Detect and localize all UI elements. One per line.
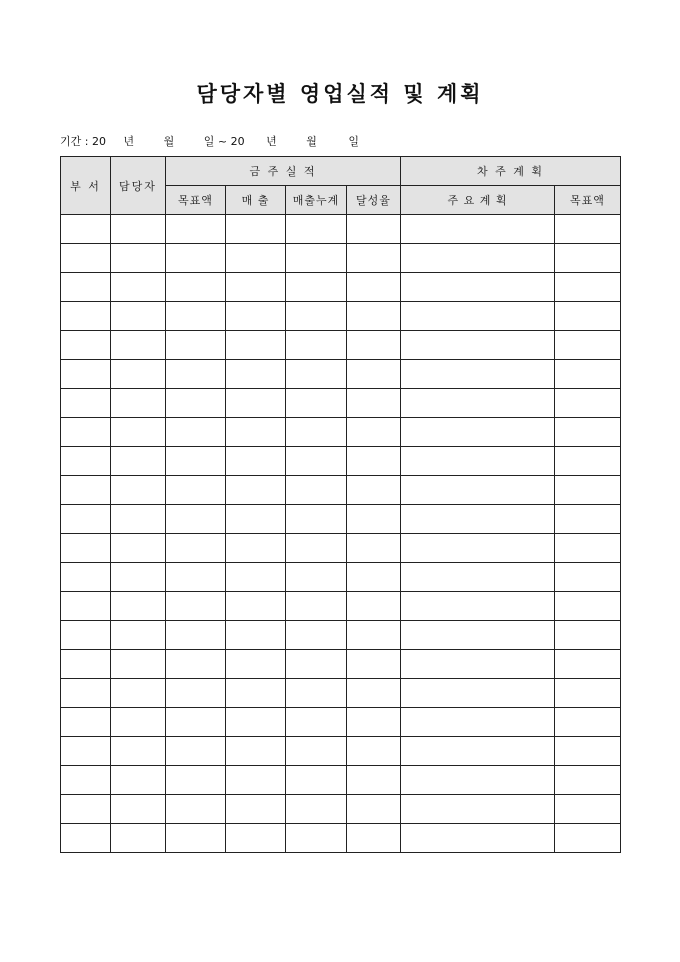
table-cell[interactable] [555,534,621,563]
table-cell[interactable] [347,534,401,563]
header-sales-cumulative: 매출누계 [286,186,347,215]
table-cell[interactable] [401,592,555,621]
table-cell[interactable] [555,679,621,708]
header-achievement-rate: 달성율 [347,186,401,215]
table-cell[interactable] [286,215,347,244]
table-cell[interactable] [286,476,347,505]
table-cell[interactable] [61,302,111,331]
table-row [61,708,621,737]
table-cell[interactable] [555,505,621,534]
table-cell[interactable] [347,447,401,476]
table-cell[interactable] [347,331,401,360]
table-cell[interactable] [61,331,111,360]
table-cell[interactable] [111,766,166,795]
table-cell[interactable] [555,389,621,418]
table-cell[interactable] [226,679,286,708]
table-cell[interactable] [111,795,166,824]
table-cell[interactable] [226,592,286,621]
table-cell[interactable] [226,389,286,418]
table-cell[interactable] [166,331,226,360]
table-cell[interactable] [226,360,286,389]
table-cell[interactable] [347,650,401,679]
table-cell[interactable] [111,215,166,244]
sales-performance-table [60,156,621,853]
table-cell[interactable] [226,331,286,360]
table-cell[interactable] [286,418,347,447]
period-day-start: 일 ~ 20 [203,135,245,148]
table-row [61,273,621,302]
table-cell[interactable] [347,244,401,273]
table-cell[interactable] [226,215,286,244]
table-cell[interactable] [111,563,166,592]
table-cell[interactable] [347,563,401,592]
table-cell[interactable] [286,302,347,331]
table-cell[interactable] [401,679,555,708]
table-cell[interactable] [555,418,621,447]
period-year-end: 년 [266,135,277,148]
table-cell[interactable] [166,737,226,766]
table-cell[interactable] [166,389,226,418]
table-cell[interactable] [555,563,621,592]
table-cell[interactable] [166,476,226,505]
table-row [61,563,621,592]
table-row [61,824,621,853]
table-cell[interactable] [111,447,166,476]
table-cell[interactable] [347,302,401,331]
table-row [61,418,621,447]
table-cell[interactable] [111,679,166,708]
table-cell[interactable] [401,766,555,795]
table-cell[interactable] [347,737,401,766]
table-cell[interactable] [166,215,226,244]
period-label: 기간 : 20 [60,135,106,148]
table-cell[interactable] [401,505,555,534]
table-cell[interactable] [286,244,347,273]
table-cell[interactable] [61,824,111,853]
table-cell[interactable] [401,331,555,360]
table-cell[interactable] [347,766,401,795]
table-cell[interactable] [286,592,347,621]
table-cell[interactable] [166,563,226,592]
table-cell[interactable] [347,273,401,302]
table-cell[interactable] [61,447,111,476]
table-cell[interactable] [347,418,401,447]
table-cell[interactable] [111,418,166,447]
table-cell[interactable] [61,215,111,244]
table-cell[interactable] [226,563,286,592]
table-cell[interactable] [61,273,111,302]
table-cell[interactable] [347,360,401,389]
table-cell[interactable] [166,505,226,534]
table-cell[interactable] [555,766,621,795]
table-cell[interactable] [347,215,401,244]
table-row [61,679,621,708]
table-cell[interactable] [347,708,401,737]
table-cell[interactable] [166,302,226,331]
table-cell[interactable] [555,592,621,621]
period-line [60,133,359,149]
table-cell[interactable] [111,476,166,505]
table-cell[interactable] [401,360,555,389]
table-cell[interactable] [286,708,347,737]
table-cell[interactable] [555,360,621,389]
table-cell[interactable] [401,389,555,418]
table-row [61,331,621,360]
table-row [61,360,621,389]
table-cell[interactable] [286,766,347,795]
table-cell[interactable] [286,650,347,679]
table-cell[interactable] [401,737,555,766]
table-cell[interactable] [166,621,226,650]
table-row [61,389,621,418]
header-sales: 매 출 [226,186,286,215]
table-cell[interactable] [61,766,111,795]
table-cell[interactable] [166,592,226,621]
table-cell[interactable] [555,476,621,505]
table-cell[interactable] [61,592,111,621]
table-cell[interactable] [286,824,347,853]
table-cell[interactable] [111,389,166,418]
table-cell[interactable] [61,360,111,389]
table-row [61,505,621,534]
table-cell[interactable] [286,621,347,650]
table-cell[interactable] [401,534,555,563]
table-cell[interactable] [111,592,166,621]
table-cell[interactable] [401,824,555,853]
table-cell[interactable] [347,389,401,418]
table-cell[interactable] [166,824,226,853]
table-row [61,766,621,795]
table-row [61,592,621,621]
table-cell[interactable] [401,244,555,273]
table-cell[interactable] [166,795,226,824]
table-row [61,476,621,505]
table-cell[interactable] [347,592,401,621]
header-next-target: 목표액 [555,186,621,215]
table-cell[interactable] [61,708,111,737]
table-cell[interactable] [347,505,401,534]
table-cell[interactable] [226,824,286,853]
table-row [61,795,621,824]
table-cell[interactable] [166,447,226,476]
table-cell[interactable] [226,244,286,273]
period-month-end: 월 [306,135,317,148]
table-cell[interactable] [111,621,166,650]
table-cell[interactable] [226,621,286,650]
table-cell[interactable] [555,737,621,766]
table-cell[interactable] [166,273,226,302]
table-cell[interactable] [347,476,401,505]
header-next-week-plan: 차 주 계 획 [401,157,621,186]
table-cell[interactable] [111,737,166,766]
table-cell[interactable] [61,244,111,273]
table-cell[interactable] [555,708,621,737]
table-cell[interactable] [286,389,347,418]
header-manager: 담당자 [111,157,166,215]
table-cell[interactable] [226,273,286,302]
table-cell[interactable] [401,650,555,679]
table-cell[interactable] [61,389,111,418]
page-title: 담당자별 영업실적 및 계획 [196,81,484,106]
period-year-start: 년 [123,135,135,148]
table-cell[interactable] [347,679,401,708]
table-cell[interactable] [111,534,166,563]
table-cell[interactable] [226,418,286,447]
table-body [61,215,621,853]
table-cell[interactable] [401,447,555,476]
table-cell[interactable] [111,824,166,853]
table-row [61,302,621,331]
table-cell[interactable] [226,795,286,824]
table-cell[interactable] [111,505,166,534]
table-cell[interactable] [166,766,226,795]
table-cell[interactable] [61,650,111,679]
table-cell[interactable] [347,795,401,824]
table-cell[interactable] [226,534,286,563]
table-cell[interactable] [286,563,347,592]
table-cell[interactable] [61,418,111,447]
table-cell[interactable] [226,737,286,766]
table-cell[interactable] [286,360,347,389]
table-cell[interactable] [111,302,166,331]
table-cell[interactable] [555,447,621,476]
table-row [61,621,621,650]
table-cell[interactable] [166,650,226,679]
table-cell[interactable] [61,621,111,650]
table-cell[interactable] [166,244,226,273]
table-cell[interactable] [226,447,286,476]
table-cell[interactable] [401,476,555,505]
table-cell[interactable] [555,302,621,331]
table-cell[interactable] [555,215,621,244]
table-row [61,215,621,244]
table-cell[interactable] [401,708,555,737]
table-cell[interactable] [166,679,226,708]
table-cell[interactable] [286,795,347,824]
table-cell[interactable] [226,505,286,534]
header-target: 목표액 [166,186,226,215]
table-cell[interactable] [61,563,111,592]
table-row [61,737,621,766]
table-cell[interactable] [61,476,111,505]
table-row [61,534,621,563]
table-cell[interactable] [61,737,111,766]
table-cell[interactable] [226,650,286,679]
table-row [61,650,621,679]
table-cell[interactable] [347,824,401,853]
table-cell[interactable] [401,273,555,302]
table-cell[interactable] [166,418,226,447]
table-cell[interactable] [61,679,111,708]
table-cell[interactable] [226,708,286,737]
table-cell[interactable] [347,621,401,650]
table-cell[interactable] [61,534,111,563]
table-cell[interactable] [555,824,621,853]
header-this-week-results: 금 주 실 적 [166,157,401,186]
table-cell[interactable] [401,302,555,331]
table-cell[interactable] [226,476,286,505]
table-cell[interactable] [555,650,621,679]
table-cell[interactable] [401,621,555,650]
table-cell[interactable] [286,447,347,476]
table-cell[interactable] [401,418,555,447]
table-cell[interactable] [111,273,166,302]
table-cell[interactable] [226,766,286,795]
table-cell[interactable] [555,273,621,302]
table-cell[interactable] [61,795,111,824]
table-cell[interactable] [166,360,226,389]
table-cell[interactable] [555,621,621,650]
table-cell[interactable] [111,708,166,737]
table-cell[interactable] [286,679,347,708]
table-cell[interactable] [286,273,347,302]
period-day-end: 일 [348,135,359,148]
table-cell[interactable] [401,215,555,244]
header-main-plan: 주 요 계 획 [401,186,555,215]
table-cell[interactable] [401,563,555,592]
table-cell[interactable] [401,795,555,824]
table-cell[interactable] [555,244,621,273]
table-cell[interactable] [286,534,347,563]
table-cell[interactable] [111,650,166,679]
table-cell[interactable] [61,505,111,534]
table-cell[interactable] [166,708,226,737]
table-cell[interactable] [555,331,621,360]
table-cell[interactable] [226,302,286,331]
table-cell[interactable] [286,505,347,534]
table-row [61,244,621,273]
table-cell[interactable] [111,331,166,360]
table-cell[interactable] [555,795,621,824]
period-month-start: 월 [163,135,175,148]
header-department: 부 서 [61,157,111,215]
table-cell[interactable] [111,244,166,273]
table-row [61,447,621,476]
table-cell[interactable] [166,534,226,563]
table-cell[interactable] [286,737,347,766]
table-cell[interactable] [286,331,347,360]
table-cell[interactable] [111,360,166,389]
